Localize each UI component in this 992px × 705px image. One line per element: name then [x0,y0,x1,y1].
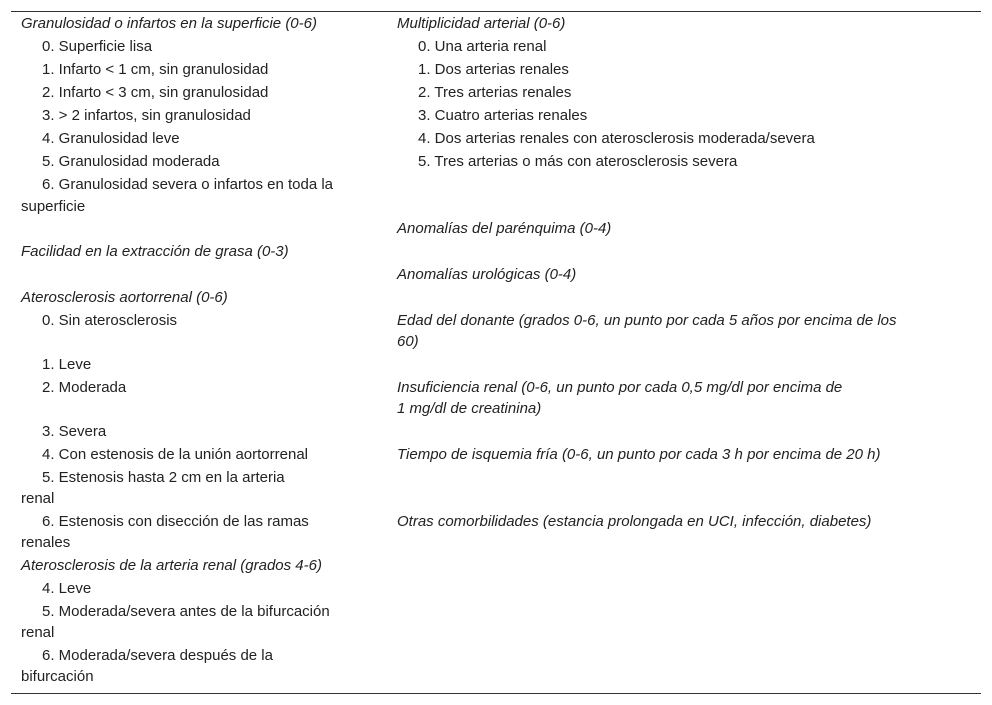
list-item: 6. Moderada/severa después de la [42,647,273,664]
section-heading: Anomalías urológicas (0-4) [397,266,577,283]
list-item: 3. Severa [42,423,107,440]
list-item: 2. Moderada [42,379,127,396]
section-heading-continuation: 1 mg/dl de creatinina) [397,400,542,417]
list-item-continuation: renales [21,534,71,551]
section-heading: Facilidad en la extracción de grasa (0-3) [21,243,289,260]
section-heading: Granulosidad o infartos en la superficie (0-6) [21,15,317,32]
list-item: 0. Superficie lisa [42,38,153,55]
section-heading: Aterosclerosis aortorrenal (0-6) [21,289,228,306]
list-item: 6. Granulosidad severa o infartos en toda la [42,176,334,193]
list-item-continuation: renal [21,490,55,507]
list-item-continuation: superficie [21,198,86,215]
list-item: 1. Infarto < 1 cm, sin granulosidad [42,61,269,78]
section-heading: Aterosclerosis de la arteria renal (grados 4-6) [21,557,322,574]
list-item: 4. Dos arterias renales con aterosclerosis moderada/severa [418,130,815,147]
list-item: 2. Tres arterias renales [418,84,572,101]
list-item: 6. Estenosis con disección de las ramas [42,513,309,530]
section-heading: Multiplicidad arterial (0-6) [397,15,566,32]
list-item: 4. Con estenosis de la unión aortorrenal [42,446,309,463]
list-item: 3. Cuatro arterias renales [418,107,588,124]
list-item: 0. Una arteria renal [418,38,547,55]
list-item-continuation: renal [21,624,55,641]
list-item: 1. Dos arterias renales [418,61,569,78]
list-item: 5. Granulosidad moderada [42,153,220,170]
list-item: 4. Granulosidad leve [42,130,180,147]
list-item: 5. Moderada/severa antes de la bifurcación [42,603,330,620]
section-heading: Edad del donante (grados 0-6, un punto por cada 5 años por encima de los [397,312,897,329]
scoring-table [11,11,981,694]
section-heading: Anomalías del parénquima (0-4) [397,220,612,237]
list-item-continuation: bifurcación [21,668,94,685]
section-heading: Otras comorbilidades (estancia prolongada en UCI, infección, diabetes) [397,513,872,530]
list-item: 5. Tres arterias o más con aterosclerosis severa [418,153,738,170]
list-item: 1. Leve [42,356,92,373]
list-item: 2. Infarto < 3 cm, sin granulosidad [42,84,269,101]
list-item: 3. > 2 infartos, sin granulosidad [42,107,251,124]
section-heading-continuation: 60) [397,333,419,350]
section-heading: Tiempo de isquemia fría (0-6, un punto por cada 3 h por encima de 20 h) [397,446,881,463]
list-item: 0. Sin aterosclerosis [42,312,178,329]
list-item: 4. Leve [42,580,92,597]
section-heading: Insuficiencia renal (0-6, un punto por cada 0,5 mg/dl por encima de [397,379,843,396]
list-item: 5. Estenosis hasta 2 cm en la arteria [42,469,285,486]
